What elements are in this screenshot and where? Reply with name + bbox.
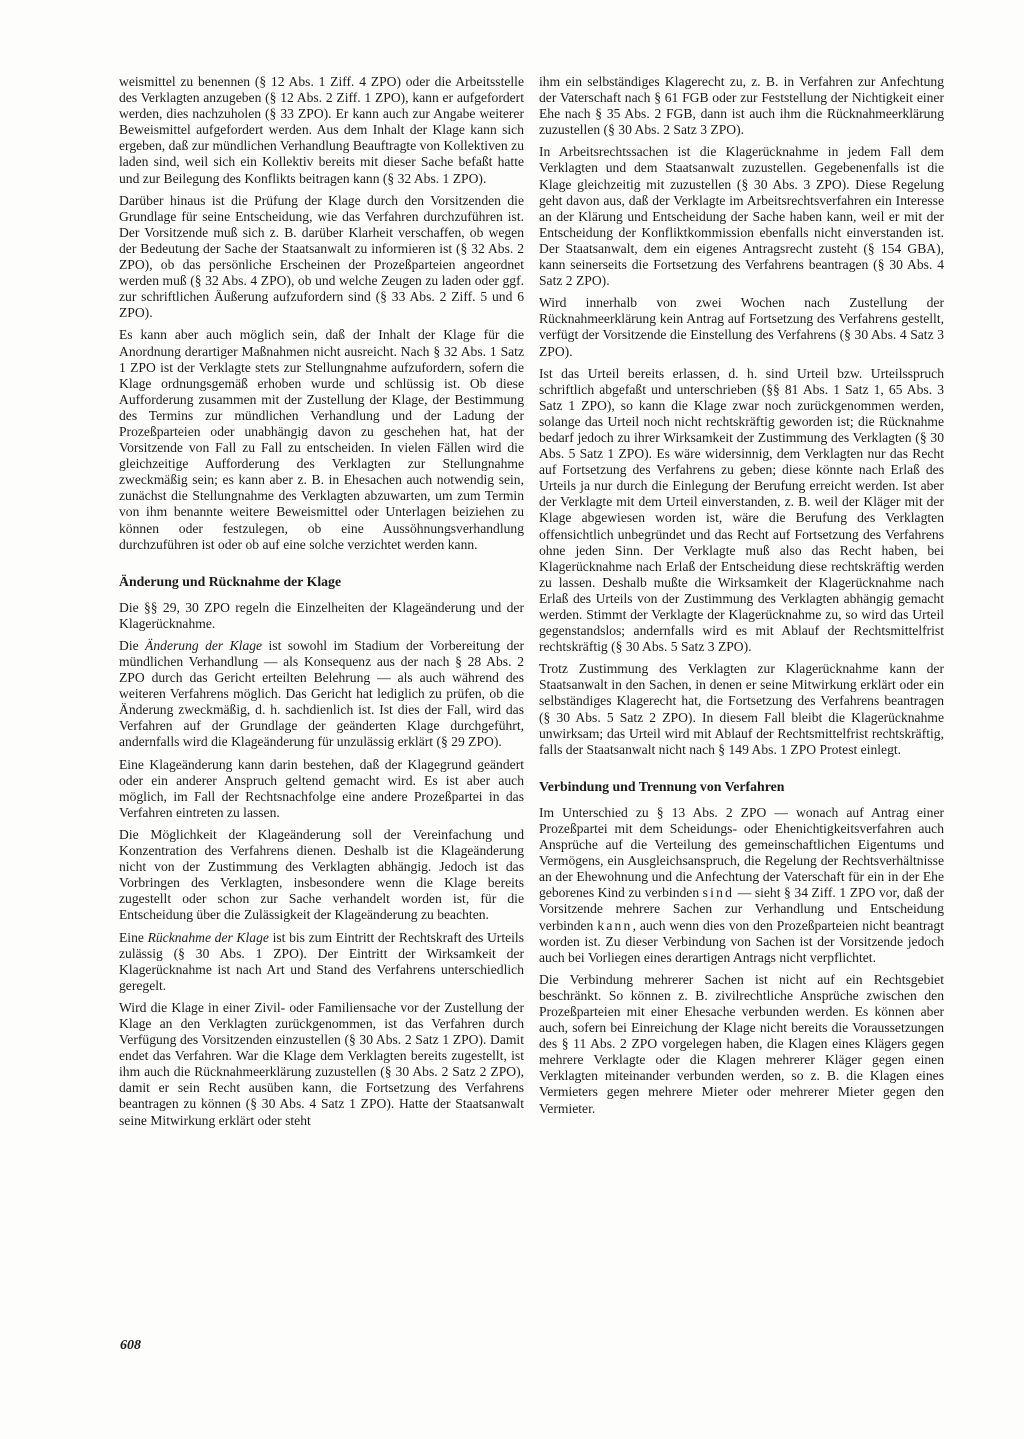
paragraph: Ist das Urteil bereits erlassen, d. h. sind Urteil bzw. Urteilsspruch schriftlich abgefaßt und unterschrieben (§§ 81 Abs. 1 Satz 1, 65 Abs. 3 Satz 1 ZPO), so kann die Klage zwar noch zurückgenommen werden, solange das Urteil noch nicht rechtskräftig geworden ist; die Rücknahme bedarf jedoch zu ihrer Wirksamkeit der Zustimmung des Verklagten (§ 30 Abs. 5 Satz 1 ZPO). Es wäre widersinnig, dem Verklagten nur das Recht auf Fortsetzung des Verfahrens zu geben; diese könnte nach Erlaß des Urteils ja nur durch die Einlegung der Berufung erreicht werden. Ist aber der Verklagte mit dem Urteil einverstanden, z. B. weil der Kläger mit der Klage abgewiesen worden ist, wäre die Berufung des Verklagten offensichtlich unbegründet und das Recht auf Fortsetzung des Verfahrens ohne jeden Sinn. Der Verklagte muß also das Recht haben, bei Klagerücknahme nach Erlaß der Entscheidung diese rechtskräftig werden zu lassen. Deshalb mußte die Wirksamkeit der Klagerücknahme nach Erlaß des Urteils von der Zustimmung des Verklagten abhängig gemacht werden. Stimmt der Verklagte der Klagerücknahme zu, so wird das Urteil gegenstandslos; andernfalls wird es mit Ablauf der Rechtsmittelfrist rechtskräftig (§ 30 Abs. 5 Satz 3 ZPO). xyxy=(539,365,944,655)
paragraph: Die Verbindung mehrerer Sachen ist nicht auf ein Rechtsgebiet beschränkt. So können z. B. zivilrechtliche Ansprüche zwischen den Prozeßparteien mit einer Ehesache verbunden werden. Es können aber auch, sofern bei Einreichung der Klage nicht bereits die Voraussetzungen des § 11 Abs. 2 ZPO vorgelegen haben, die Klagen eines Klägers gegen mehrere Verklagte oder die Klagen mehrerer Kläger gegen einen Verklagten miteinander verbunden werden, so z. B. die Klagen eines Vermieters gegen mehrere Mieter oder mehrerer Mieter gegen den Vermieter. xyxy=(539,971,944,1116)
paragraph: Die §§ 29, 30 ZPO regeln die Einzelheiten der Klageänderung und der Klagerücknahme. xyxy=(119,599,524,631)
text-run: ist bis zum Eintritt der Rechtskraft des Urteils zulässig (§ 30 Abs. 1 ZPO). Der Eintritt der Wirksamkeit der Klagerücknahme ist nach Art und Stand des Verfahrens unterschiedlich geregelt. xyxy=(119,929,524,993)
left-column xyxy=(119,74,524,1135)
paragraph: weismittel zu benennen (§ 12 Abs. 1 Ziff. 4 ZPO) oder die Arbeitsstelle des Verklagten anzugeben (§ 12 Abs. 2 Ziff. 1 ZPO), kann er aufgefordert werden, dies nachzuholen (§ 33 ZPO). Er kann auch zur Angabe weiterer Beweismittel aufgefordert werden. Aus dem Inhalt der Klage kann sich ergeben, daß zur mündlichen Verhandlung Beauftragte von Kollektiven zu laden sind, weil sich ein Kollektiv bereits mit dieser Sache befaßt hatte und zur Beilegung des Konflikts beitragen kann (§ 32 Abs. 1 ZPO). xyxy=(119,74,524,186)
paragraph xyxy=(119,930,524,994)
text-run: ist sowohl im Stadium der Vorbereitung der mündlichen Verhandlung — als Konsequenz aus der nach § 28 Abs. 2 ZPO durch das Gericht erteilten Belehrung — als auch während des weiteren Verfahrens möglich. Das Gericht hat lediglich zu prüfen, ob die Änderung zweckmäßig, d. h. sachdienlich ist. Ist dies der Fall, wird das Verfahren auf der Grundlage der geänderten Klage durchgeführt, andernfalls wird die Klageänderung für unzulässig erklärt (§ 29 ZPO). xyxy=(119,637,524,750)
paragraph: Eine Klageänderung kann darin bestehen, daß der Klagegrund geändert oder ein anderer Anspruch geltend gemacht wird. Es ist aber auch möglich, im Fall der Rechtsnachfolge eine andere Prozeßpartei in das Verfahren eintreten zu lassen. xyxy=(119,756,524,820)
emphasized-term: Änderung der Klage xyxy=(145,637,263,653)
paragraph: In Arbeitsrechtssachen ist die Klagerücknahme in jedem Fall dem Verklagten und dem Staatsanwalt zuzustellen. Gegebenenfalls ist die Klage gleichzeitig mit zuzustellen (§ 30 Abs. 3 ZPO). Diese Regelung geht davon aus, daß der Verklagte im Arbeitsrechtsverfahren ein Interesse an der Klärung und Entscheidung der Sache haben kann, weil er mit der Entscheidung der Konfliktkommission ebenfalls nicht einverstanden ist. Der Staatsanwalt, dem ein eigenes Antragsrecht zusteht (§ 154 GBA), kann seinerseits die Fortsetzung des Verfahrens beantragen (§ 30 Abs. 4 Satz 2 ZPO). xyxy=(539,144,944,289)
spaced-emphasis: kann xyxy=(597,917,633,933)
page-number: 608 xyxy=(120,1338,141,1353)
emphasized-term: Rücknahme der Klage xyxy=(147,929,269,945)
text-run: — sieht § 34 Ziff. 1 ZPO vor, daß der Vorsitzende mehrere Sachen zur Verhandlung und Entscheidung verbinden xyxy=(539,885,944,933)
paragraph: ihm ein selbständiges Klagerecht zu, z. B. in Verfahren zur Anfechtung der Vaterschaft nach § 61 FGB oder zur Feststellung der Nichtigkeit einer Ehe nach § 35 Abs. 2 FGB, dann ist auch ihm die Rücknahmeerklärung zuzustellen (§ 30 Abs. 2 Satz 3 ZPO). xyxy=(539,74,944,138)
section-heading: Verbindung und Trennung von Verfahren xyxy=(539,778,785,794)
paragraph xyxy=(119,638,524,751)
text-run: , auch wenn dies von den Prozeßparteien nicht beantragt worden ist. Zu dieser Verbindung von Sachen ist der Vorsitzende jedoch auch bei Vorliegen eines derartigen Antrags nicht verpflichtet. xyxy=(539,917,944,965)
spaced-emphasis: sind xyxy=(702,885,735,901)
right-column xyxy=(539,74,944,1123)
text-run: Die xyxy=(119,637,146,653)
paragraph: Darüber hinaus ist die Prüfung der Klage durch den Vorsitzenden die Grundlage für seine Entscheidung, wie das Verfahren durchzuführen ist. Der Vorsitzende muß sich z. B. darüber Klarheit verschaffen, ob wegen der Bedeutung der Sache der Staatsanwalt zu informieren ist (§ 32 Abs. 2 ZPO), ob das persönliche Erscheinen der Prozeßparteien angeordnet werden muß (§ 32 Abs. 4 ZPO), ob und welche Zeugen zu laden oder ggf. zur schriftlichen Äußerung aufzufordern sind (§ 33 Abs. 2 Ziff. 5 und 6 ZPO). xyxy=(119,192,524,321)
section-heading: Änderung und Rücknahme der Klage xyxy=(119,573,342,589)
paragraph: Die Möglichkeit der Klageänderung soll der Vereinfachung und Konzentration des Verfahrens dienen. Deshalb ist die Klageänderung nicht von der Zustimmung des Verklagten abhängig. Jedoch ist das Vorbringen des Verklagten, insbesondere wenn die Klage bereits zugestellt oder schon zur Sache verhandelt worden ist, für die Entscheidung über die Zulässigkeit der Klageänderung zu beachten. xyxy=(119,826,524,923)
paragraph xyxy=(539,805,944,966)
text-run: Im Unterschied zu § 13 Abs. 2 ZPO — wonach auf Antrag einer Prozeßpartei mit dem Scheidungs- oder Ehenichtigkeitsverfahren auch Ansprüche auf die Verteilung des gemeinschaftlichen Eigentums und Vermögens, ein Ausgleichsanspruch, die Regelung der Rechtsverhältnisse an der Ehewohnung und die Anfechtung der Vaterschaft für ein in der Ehe geborenes Kind zu verbinden xyxy=(539,804,944,901)
paragraph: Es kann aber auch möglich sein, daß der Inhalt der Klage für die Anordnung derartiger Maßnahmen nicht ausreicht. Nach § 32 Abs. 1 Satz 1 ZPO ist der Verklagte stets zur Stellungnahme aufzufordern, sofern die Klage ordnungsgemäß erhoben wurde und schlüssig ist. Ob diese Aufforderung zusammen mit der Zustellung der Klage, der Bestimmung des Termins zur mündlichen Verhandlung und der Ladung der Prozeßparteien oder unabhängig davon zu geschehen hat, hat der Vorsitzende von Fall zu Fall zu entscheiden. In vielen Fällen wird die gleichzeitige Aufforderung des Verklagten zur Stellungnahme zweckmäßig sein; es kann aber z. B. in Ehesachen auch notwendig sein, zunächst die Stellungnahme des Verklagten abzuwarten, um zum Termin von ihm benannte weitere Beweismittel oder Unterlagen beiziehen zu können oder festzulegen, ob eine Aussöhnungsverhandlung durchzuführen ist oder ob auf eine solche verzichtet werden kann. xyxy=(119,327,524,552)
paragraph: Wird innerhalb von zwei Wochen nach Zustellung der Rücknahmeerklärung kein Antrag auf Fortsetzung des Verfahrens gestellt, verfügt der Vorsitzende die Einstellung des Verfahrens (§ 30 Abs. 4 Satz 3 ZPO). xyxy=(539,295,944,359)
paragraph: Trotz Zustimmung des Verklagten zur Klagerücknahme kann der Staatsanwalt in den Sachen, in denen er seine Mitwirkung erklärt oder ein selbständiges Klagerecht hat, die Fortsetzung des Verfahrens beantragen (§ 30 Abs. 5 Satz 2 ZPO). In diesem Fall bleibt die Klagerücknahme unwirksam; das Urteil wird mit Ablauf der Rechtsmittelfrist rechtskräftig, falls der Staatsanwalt nicht nach § 149 Abs. 1 ZPO Protest einlegt. xyxy=(539,661,944,757)
paragraph: Wird die Klage in einer Zivil- oder Familiensache vor der Zustellung der Klage an den Verklagten zurückgenommen, ist das Verfahren durch Verfügung des Vorsitzenden einzustellen (§ 30 Abs. 2 Satz 1 ZPO). Damit endet das Verfahren. War die Klage dem Verklagten bereits zugestellt, ist ihm auch die Rücknahmeerklärung zuzustellen (§ 30 Abs. 2 Satz 2 ZPO), damit er sein Recht ausüben kann, die Fortsetzung des Verfahrens beantragen zu können (§ 30 Abs. 4 Satz 1 ZPO). Hatte der Staatsanwalt seine Mitwirkung erklärt oder steht xyxy=(119,999,524,1128)
text-run: Eine xyxy=(119,929,148,945)
